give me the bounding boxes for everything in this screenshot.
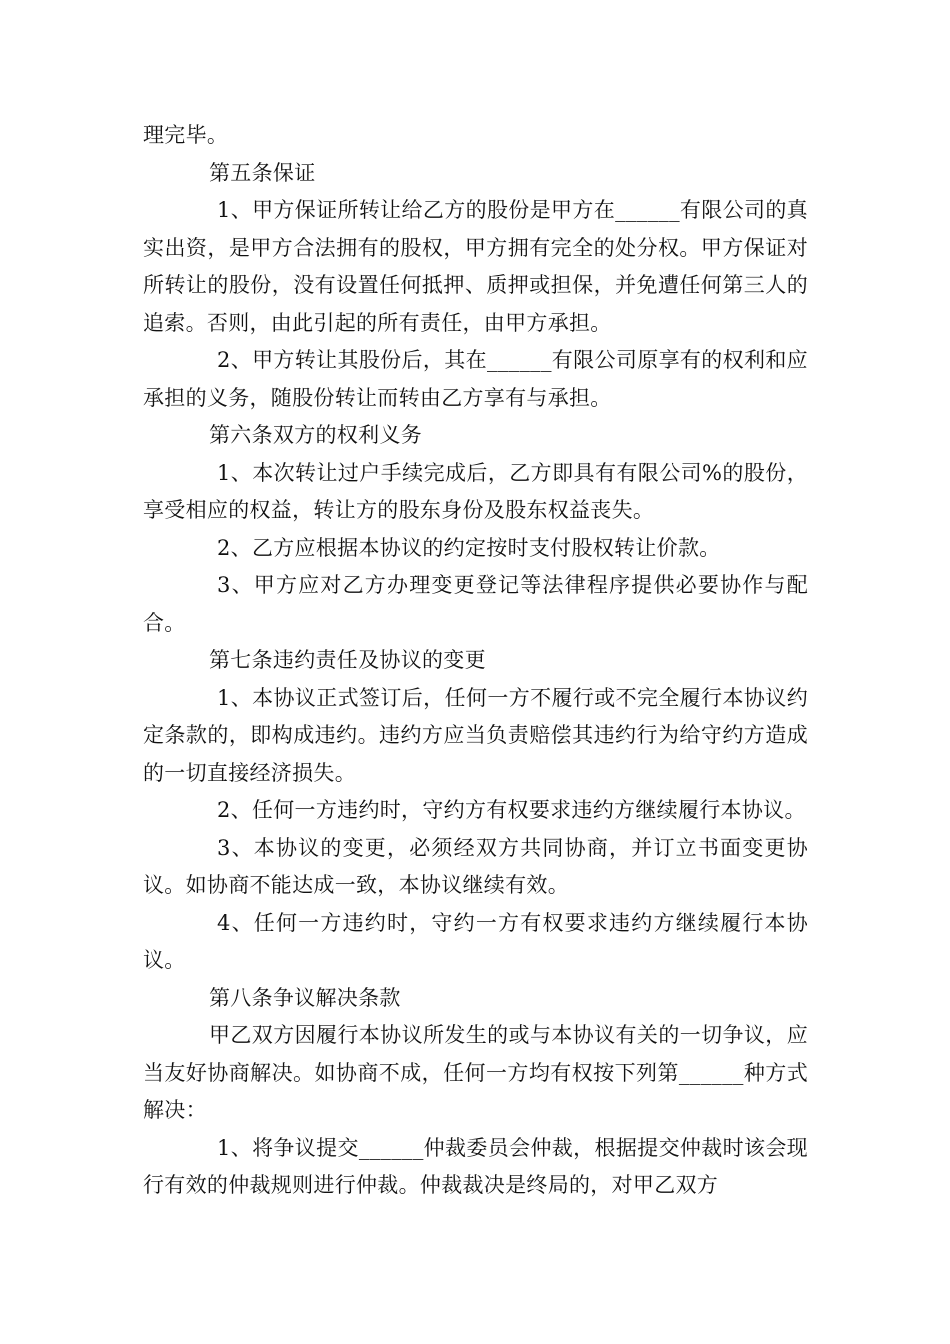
article-8-intro: 甲乙双方因履行本协议所发生的或与本协议有关的一切争议，应当友好协商解决。如协商不成，任何一方均有权按下列第______种方式解决： bbox=[143, 1023, 808, 1122]
article-6-clause-1: 1、本次转让过户手续完成后，乙方即具有有限公司%的股份，享受相应的权益，转让方的股东身份及股东权益丧失。 bbox=[143, 460, 808, 522]
document-body bbox=[143, 117, 808, 1205]
article-6-heading: 第六条双方的权利义务 bbox=[209, 423, 422, 447]
article-5-clause-1: 1、甲方保证所转让给乙方的股份是甲方在______有限公司的真实出资，是甲方合法拥有的股权，甲方拥有完全的处分权。甲方保证对所转让的股份，没有设置任何抵押、质押或担保，并免遭任何第三人的追索。否则，由此引起的所有责任，由甲方承担。 bbox=[143, 198, 808, 335]
article-5-heading: 第五条保证 bbox=[209, 160, 316, 185]
article-8-heading: 第八条争议解决条款 bbox=[209, 985, 401, 1010]
article-7-clause-2: 2、任何一方违约时，守约方有权要求违约方继续履行本协议。 bbox=[217, 798, 806, 822]
article-7-clause-3: 3、本协议的变更，必须经双方共同协商，并订立书面变更协议。如协商不能达成一致，本协议继续有效。 bbox=[143, 835, 808, 897]
article-6-clause-2: 2、乙方应根据本协议的约定按时支付股权转让价款。 bbox=[217, 535, 721, 560]
article-7-heading: 第七条违约责任及协议的变更 bbox=[209, 648, 486, 672]
article-7-clause-4: 4、任何一方违约时，守约一方有权要求违约方继续履行本协议。 bbox=[143, 910, 808, 972]
article-6-clause-3: 3、甲方应对乙方办理变更登记等法律程序提供必要协作与配合。 bbox=[143, 573, 808, 635]
article-5-clause-2: 2、甲方转让其股份后，其在______有限公司原享有的权利和应承担的义务，随股份转让而转由乙方享有与承担。 bbox=[143, 348, 808, 410]
paragraph-continuation: 理完毕。 bbox=[143, 123, 229, 147]
article-8-clause-1: 1、将争议提交______仲裁委员会仲裁，根据提交仲裁时该会现行有效的仲裁规则进行仲裁。仲裁裁决是终局的，对甲乙双方 bbox=[143, 1135, 808, 1197]
article-7-clause-1: 1、本协议正式签订后，任何一方不履行或不完全履行本协议约定条款的，即构成违约。违约方应当负责赔偿其违约行为给守约方造成的一切直接经济损失。 bbox=[143, 685, 808, 785]
